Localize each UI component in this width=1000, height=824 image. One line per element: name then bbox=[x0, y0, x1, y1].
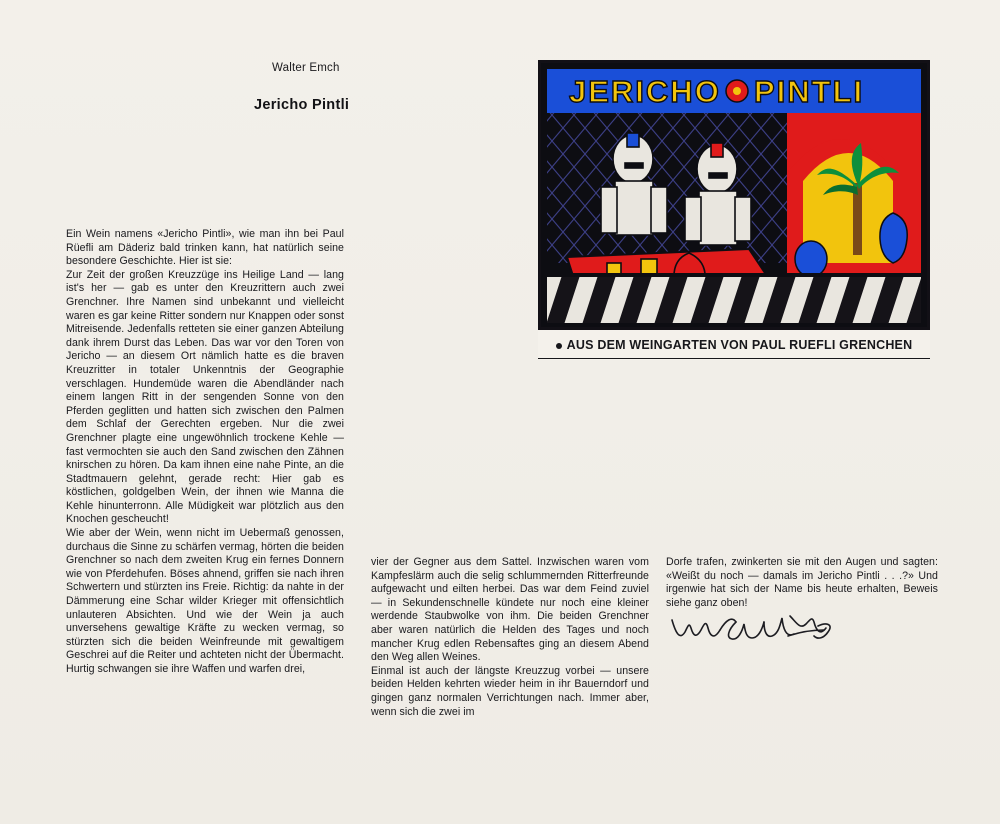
paragraph: Dorfe trafen, zwinkerten sie mit den Augen und sagten: «Weißt du noch — damals im Jericho Pintli . . .?» Und irgenwie hat sich der Name bis heute erhalten, Beweis siehe ganz oben! bbox=[666, 556, 938, 609]
signature bbox=[668, 608, 858, 654]
svg-text:PINTLI: PINTLI bbox=[754, 74, 865, 109]
text-column-middle bbox=[371, 556, 649, 719]
paragraph: vier der Gegner aus dem Sattel. Inzwischen waren vom Kampfeslärm auch die selig schlummernden Ritterfreunde aufgewacht und eilten herbei. Das war dem Feind zuviel — in Sekundenschnelle kündete nur noch eine kleiner werdende Staubwolke von ihm. Die beiden Grenchner aber waren natürlich die Helden des Tages und noch mancher Krug edlen Rebensaftes ging an diesem Abend den Weg allen Weines. bbox=[371, 556, 649, 664]
signature-svg bbox=[668, 608, 858, 654]
illustration-image bbox=[538, 60, 930, 330]
author-name: Walter Emch bbox=[272, 62, 340, 74]
paragraph: Einmal ist auch der längste Kreuzzug vorbei — unsere beiden Helden kehrten wieder heim in ihr Bauerndorf und gingen ganz normalen Verrichtungen nach. Immer aber, wenn sich die zwei im bbox=[371, 664, 649, 718]
illustration bbox=[538, 60, 930, 360]
caption-bullet-icon bbox=[556, 343, 562, 349]
page-title: Jericho Pintli bbox=[254, 97, 350, 113]
paragraph: Wie aber der Wein, wenn nicht im Uebermaß genossen, durchaus die Sinne zu schärfen vermag, hörten die beiden Grenchner so nach dem zweiten Krug ein fernes Donnern wie von Pferdehufen. Böses ahnend, griffen sie nach ihren Schwertern und stürzten ins Freie. Richtig: da nahte in der Dämmerung eine Schar wilder Krieger mit offensichtlich unlauteren Absichten. Und wie der Wein ja auch unversehens gewaltige Kräfte zu wecken vermag, so stürzten sich die beiden Weinfreunde mit gewaltigem Geschrei auf die Reiter und achteten nicht der Übermacht. Hurtig schwangen sie ihre Waffen und warfen drei, bbox=[66, 527, 344, 675]
text-column-right bbox=[666, 556, 938, 610]
paragraph: Ein Wein namens «Jericho Pintli», wie man ihn bei Paul Rüefli am Däderiz bald trinken kann, hat natürlich seine besondere Geschichte. Hier ist sie: bbox=[66, 228, 344, 268]
svg-text:JERICHO: JERICHO bbox=[569, 74, 721, 109]
paragraph: Zur Zeit der großen Kreuzzüge ins Heilige Land — lang ist's her — gab es unter den Kreuzrittern auch zwei Grenchner. Ihre Namen sind unbekannt und vielleicht waren es gar keine Ritter sondern nur Knappen oder sonst Mitreisende. Jedenfalls retteten sie einer ganzen Abteilung dank ihrem Durst das Leben. Das war vor den Toren von Jericho — an diesem Ort nämlich hatte es die braven Kreuzritter in totaler Unkenntnis der Geographie verschlagen. Hundemüde waren die Abendländer nach einem langen Ritt in der sengenden Sonne von den Pferden geglitten und hatten sich zwischen den Palmen dem Schlaf der Gerechten ergeben. Nur die zwei Grenchner plagte eine ungewöhnlich trockene Kehle — fast vermochten sie auch den Sand zwischen den Zähnen knirschen zu hören. Da kam ihnen eine nahe Pinte, an die Stadtmauern gelehnt, gerade recht: Hier gab es köstlichen, goldgelben Wein, der ihnen wie Manna die Kehle hinunterronn. Alle Müdigkeit war plötzlich aus den Knochen gescheucht! bbox=[66, 268, 344, 526]
text-column-left bbox=[66, 228, 344, 677]
illustration-svg bbox=[541, 63, 927, 327]
illustration-caption bbox=[538, 332, 930, 359]
illustration-caption-text: AUS DEM WEINGARTEN VON PAUL RUEFLI GRENCHEN bbox=[566, 338, 913, 352]
